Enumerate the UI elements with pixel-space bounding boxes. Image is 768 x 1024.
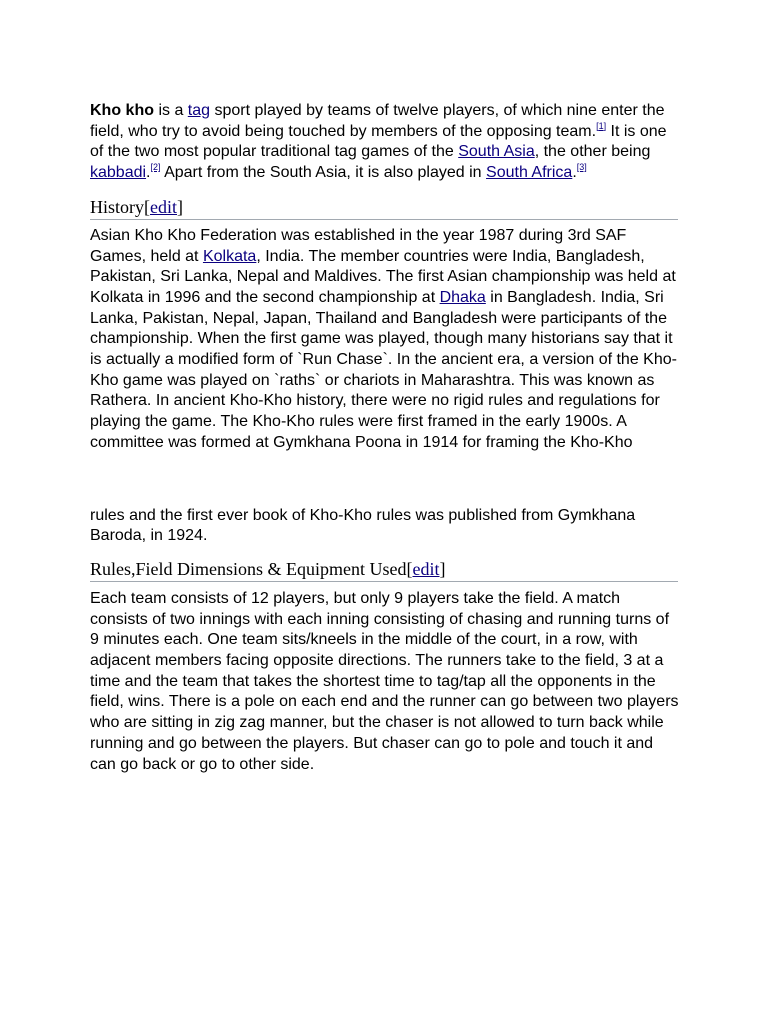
reference-link-3[interactable]: [3] [576, 162, 587, 173]
intro-text: . [146, 164, 151, 182]
reference-2 [151, 162, 161, 172]
intro-text: . [572, 164, 577, 182]
article-body [90, 101, 680, 775]
reference-3 [577, 162, 587, 172]
history-edit-link[interactable]: edit [150, 196, 177, 217]
reference-1 [596, 121, 606, 131]
history-paragraph-continued: rules and the first ever book of Kho-Kho rules was published from Gymkhana Baroda, in 1924. [90, 506, 636, 545]
rules-heading-text: Rules,Field Dimensions & Equipment Used [90, 558, 407, 579]
history-text: in Bangladesh. India, Sri Lanka, Pakistan, Nepal, Japan, Thailand and Bangladesh were participants of the championship. When the first game was played, though many historians say that it is actually a modified form of `Run Chase`. In the ancient era, a version of the Kho-Kho game was played on `raths` or chariots in Maharashtra. This was known as Rathera. In ancient Kho-Kho history, there were no rigid rules and regulations for playing the game. The Kho-Kho rules were first framed in the early 1900s. A committee was formed at Gymkhana Poona in 1914 for framing the Kho-Kho [90, 288, 677, 451]
history-heading [90, 196, 678, 220]
history-paragraph [90, 226, 680, 454]
intro-paragraph [90, 101, 680, 184]
intro-text: sport played by teams of twelve players, of which nine enter the field, who try to avoid being touched by members of the opposing team. [90, 102, 665, 140]
intro-text: It is one of the two most popular traditional tag games of the [90, 122, 667, 161]
rules-edit-link[interactable]: edit [412, 558, 440, 579]
link-tag[interactable]: tag [187, 102, 211, 119]
link-dhaka[interactable]: Dhaka [439, 288, 486, 306]
edit-bracket-close: ] [177, 196, 183, 217]
edit-bracket-open: [ [406, 558, 413, 579]
rules-heading [90, 558, 678, 582]
reference-link-2[interactable]: [2] [150, 162, 161, 173]
edit-bracket-open: [ [144, 196, 150, 217]
history-text: , India. The member countries were India, Bangladesh, Pakistan, Sri Lanka, Nepal and Maldives. The first Asian championship was held at Kolkata in 1996 and the second championship at [90, 247, 676, 306]
edit-bracket-close: ] [439, 558, 446, 579]
link-south-asia[interactable]: South Asia [458, 143, 535, 161]
article-term: Kho kho [90, 102, 154, 119]
history-heading-text: History [90, 196, 144, 217]
rules-paragraph: Each team consists of 12 players, but only 9 players take the field. A match consists of two innings with each inning consisting of chasing and running turns of 9 minutes each. One team sits/kneels in the middle of the court, in a row, with adjacent members facing opposite directions. The runners take to the field, 3 at a time and the team that takes the shortest time to tag/tap all the opponents in the field, wins. There is a pole on each end and the runner can go between two players who are sitting in zig zag manner, but the chaser is not allowed to turn back while running and go between the players. But chaser can go to pole and touch it and can go back or go to other side. [90, 589, 679, 773]
intro-text: , the other being [534, 143, 651, 161]
link-kabbadi[interactable]: kabbadi [90, 164, 147, 182]
intro-text: is a [154, 102, 188, 119]
link-south-africa[interactable]: South Africa [486, 164, 573, 182]
history-text: Asian Kho Kho Federation was established in the year 1987 during 3rd SAF Games, held at [90, 226, 627, 265]
reference-link-1[interactable]: [1] [596, 120, 607, 131]
intro-text: Apart from the South Asia, it is also played in [160, 164, 487, 182]
link-kolkata[interactable]: Kolkata [202, 247, 257, 265]
